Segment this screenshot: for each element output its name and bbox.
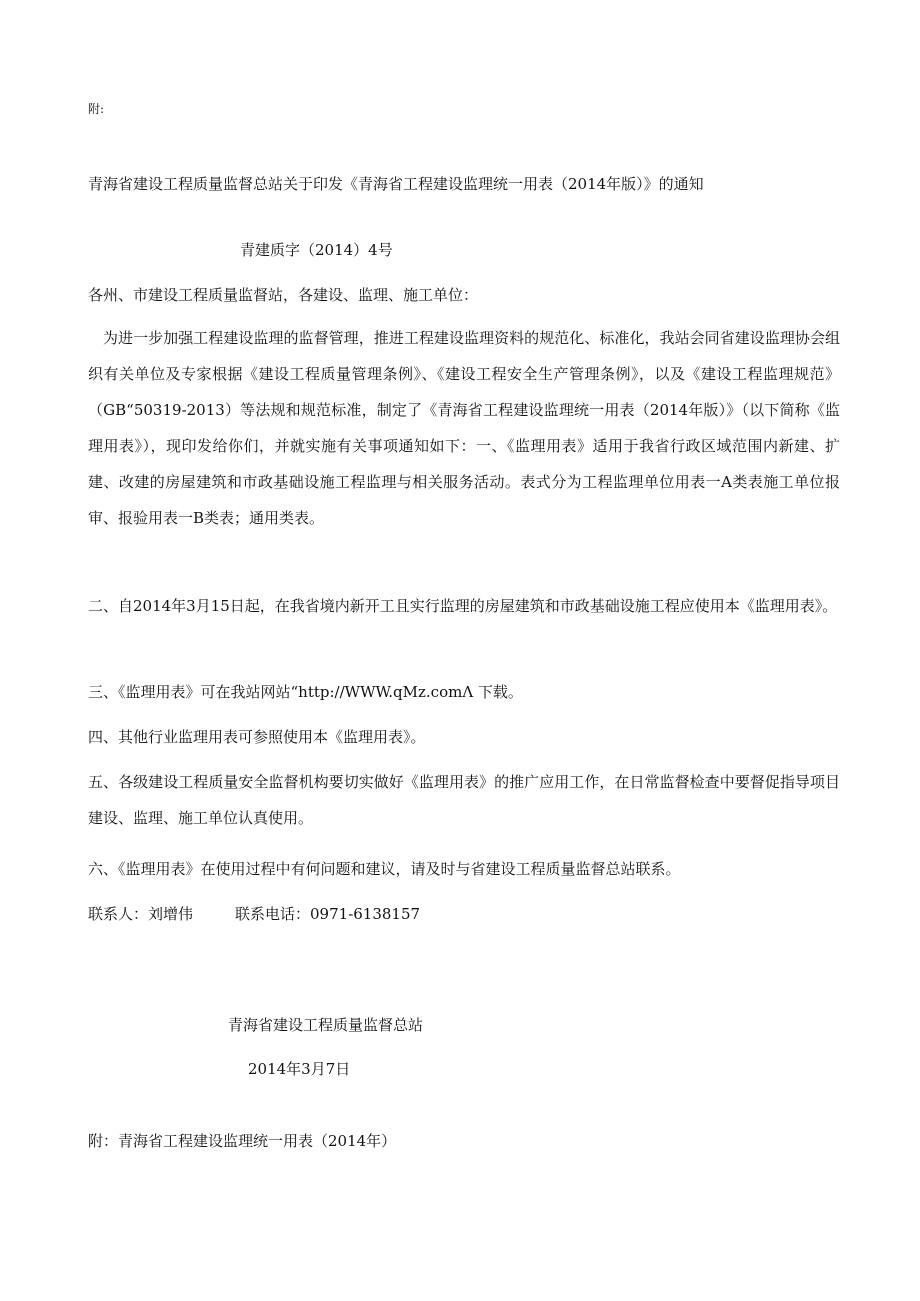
notice-item-2: 二、自2014年3月15日起，在我省境内新开工且实行监理的房屋建筑和市政基础设施工程应使用本《监理用表》。: [88, 597, 838, 615]
notice-title: 青海省建设工程质量监督总站关于印发《青海省工程建设监理统一用表（2014年版）》的通知: [88, 175, 704, 193]
issue-date: 2014年3月7日: [248, 1060, 351, 1078]
salutation: 各州、市建设工程质量监督站，各建设、监理、施工单位：: [88, 286, 479, 304]
notice-item-4: 四、其他行业监理用表可参照使用本《监理用表》。: [88, 728, 426, 746]
attachment-note: 附：青海省工程建设监理统一用表（2014年）: [88, 1132, 397, 1150]
intro-paragraph: 为进一步加强工程建设监理的监督管理，推进工程建设监理资料的规范化、标准化，我站会同省建设监理协会组织有关单位及专家根据《建设工程质量管理条例》、《建设工程安全生产管理条例》，以及《建设工程监理规范》（GB“50319-2013）等法规和规范标准，制定了《青海省工程建设监理统一用表（2014年版）》（以下简称《监理用表》），现印发给你们，并就实施有关事项通知如下：一、《监理用表》适用于我省行政区域范围内新建、扩建、改建的房屋建筑和市政基础设施工程监理与相关服务活动。表式分为工程监理单位用表一A类表施工单位报审、报验用表一B类表；通用类表。: [88, 329, 840, 527]
contact-line: [88, 904, 840, 924]
notice-item-3: 三、《监理用表》可在我站网站“http://WWW.qMz.comΛ 下载。: [88, 683, 523, 701]
attachment-label: 附:: [88, 102, 105, 116]
notice-item-5: 五、各级建设工程质量安全监督机构要切实做好《监理用表》的推广应用工作，在日常监督检查中要督促指导项目建设、监理、施工单位认真使用。: [88, 773, 840, 827]
notice-item-6: 六、《监理用表》在使用过程中有何问题和建议，请及时与省建设工程质量监督总站联系。: [88, 860, 681, 878]
contact-person: 联系人：刘增伟: [88, 905, 194, 923]
contact-phone: 联系电话：0971-6138157: [235, 905, 421, 923]
document-number: 青建质字（2014）4号: [240, 241, 393, 259]
issuer-name: 青海省建设工程质量监督总站: [228, 1016, 424, 1034]
